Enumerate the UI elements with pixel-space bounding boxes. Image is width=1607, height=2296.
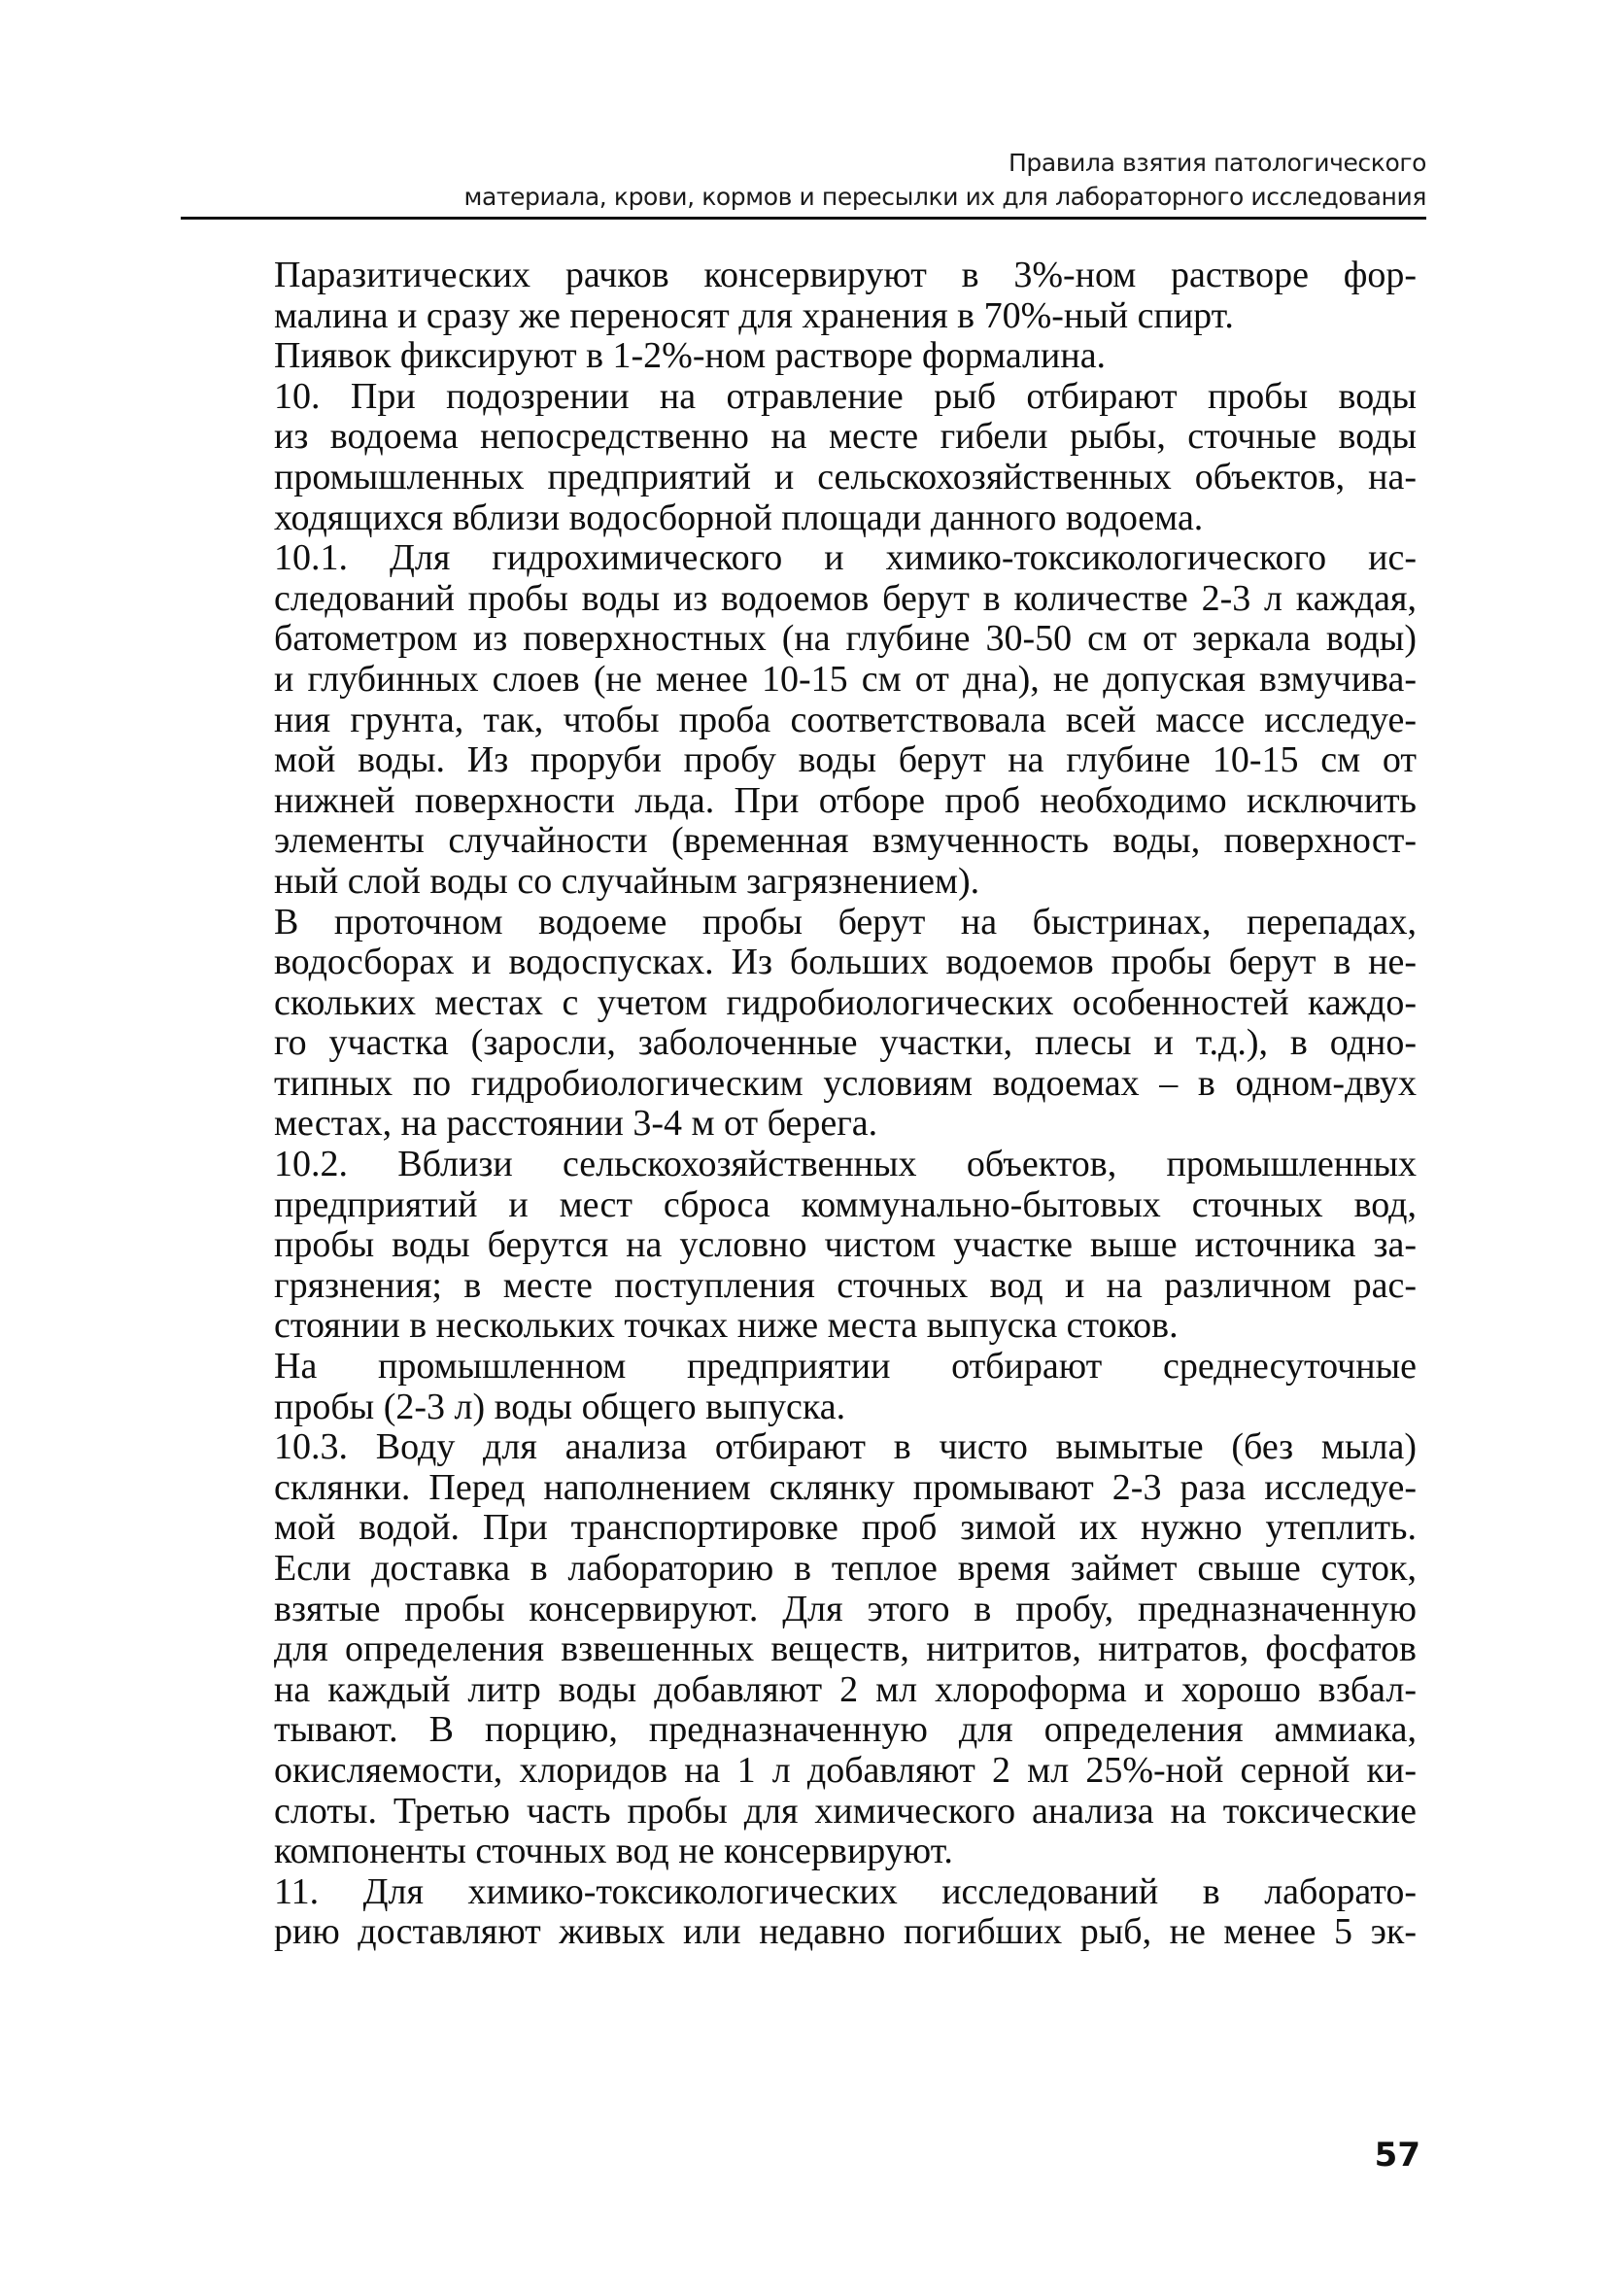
text-line: ный слой воды со случайным загрязнением). [274,860,980,902]
paragraph [190,1872,1417,1953]
text-line: го участка (заросли, заболоченные участки, плесы и т.д.), в одно- [274,1022,1417,1064]
text-line: малина и сразу же переносят для хранения в 70%-ный спирт. [274,294,1234,336]
text-line: склянки. Перед наполнением склянку промывают 2-3 раза исследуе- [274,1466,1417,1508]
text-line: слоты. Третью часть пробы для химического анализа на токсические [274,1790,1417,1832]
text-line: пробы (2-3 л) воды общего выпуска. [274,1386,846,1427]
text-line: на каждый литр воды добавляют 2 мл хлороформа и хорошо взбал- [274,1668,1417,1710]
text-line: тывают. В порцию, предназначенную для определения аммиака, [274,1709,1417,1751]
text-line: мой водой. При транспортировке проб зимой их нужно утеплить. [274,1507,1417,1549]
paragraph [190,256,1417,336]
running-header-line-2: материала, крови, кормов и пересылки их для лабораторного исследования [463,183,1426,211]
text-line: 10.1. Для гидрохимического и химико-токсикологического ис- [274,537,1417,579]
text-line: грязнения; в месте поступления сточных вод и на различном рас- [274,1264,1417,1306]
text-line: типных по гидробиологическим условиям водоемах – в одном-двух [274,1062,1417,1104]
header-rule [181,217,1426,220]
text-line: водосборах и водоспусках. Из больших водоемов пробы берут в не- [274,942,1417,983]
text-line: Если доставка в лабораторию в теплое время займет свыше суток, [274,1548,1417,1589]
running-header [181,146,1426,214]
text-line: окисляемости, хлоридов на 1 л добавляют 2 мл 25%-ной серной ки- [274,1749,1417,1791]
text-line: предприятий и мест сброса коммунально-бытовых сточных вод, [274,1183,1417,1225]
text-line: Паразитических рачков консервируют в 3%-ном растворе фор- [274,255,1417,295]
text-line: местах, на расстоянии 3-4 м от берега. [274,1103,878,1145]
paragraph [190,1427,1417,1872]
text-line: компоненты сточных вод не консервируют. [274,1831,953,1872]
text-line: ходящихся вблизи водосборной площади данного водоема. [274,497,1204,538]
text-line: В проточном водоеме пробы берут на быстринах, перепадах, [274,901,1417,942]
text-line: 10. При подозрении на отравление рыб отбирают пробы воды [274,375,1417,417]
running-header-line-1: Правила взятия патологического [1009,149,1426,177]
text-line: 10.2. Вблизи сельскохозяйственных объектов, промышленных [274,1144,1417,1185]
text-line: Пиявок фиксируют в 1-2%-ном растворе формалина. [274,335,1107,377]
text-line: нижней поверхности льда. При отборе проб необходимо исключить [274,779,1417,821]
text-line: элементы случайности (временная взмученность воды, поверхност- [274,820,1417,862]
text-line: 11. Для химико-токсикологических исследований в лаборато- [274,1870,1417,1912]
text-line: для определения взвешенных веществ, нитритов, нитратов, фосфатов [274,1628,1417,1670]
paragraph [190,1347,1417,1427]
page-number: 57 [1374,2136,1420,2175]
text-line: пробы воды берутся на условно чистом участке выше источника за- [274,1224,1417,1266]
text-line: ния грунта, так, чтобы проба соответствовала всей массе исследуе- [274,699,1417,740]
text-line: стоянии в нескольких точках ниже места выпуска стоков. [274,1305,1179,1347]
paragraph [190,377,1417,538]
text-line: батометром из поверхностных (на глубине 30-50 см от зеркала воды) [274,618,1417,660]
paragraph [190,903,1417,1146]
body-text [190,256,1417,1953]
paragraph [190,1145,1417,1347]
text-line: скольких местах с учетом гидробиологических особенностей каждо- [274,981,1417,1023]
text-line: из водоема непосредственно на месте гибели рыбы, сточные воды [274,416,1417,458]
text-line: На промышленном предприятии отбирают среднесуточные [274,1346,1417,1388]
text-line: 10.3. Воду для анализа отбирают в чисто вымытые (без мыла) [274,1426,1417,1468]
paragraph [190,336,1417,377]
text-line: следований пробы воды из водоемов берут в количестве 2-3 л каждая, [274,577,1417,619]
text-line: взятые пробы консервируют. Для этого в пробу, предназначенную [274,1588,1417,1629]
text-line: мой воды. Из проруби пробу воды берут на глубине 10-15 см от [274,739,1417,781]
text-line: рию доставляют живых или недавно погибших рыб, не менее 5 эк- [274,1911,1417,1953]
paragraph [190,538,1417,902]
text-line: промышленных предприятий и сельскохозяйственных объектов, на- [274,456,1417,497]
text-line: и глубинных слоев (не менее 10-15 см от дна), не допуская взмучива- [274,658,1417,700]
